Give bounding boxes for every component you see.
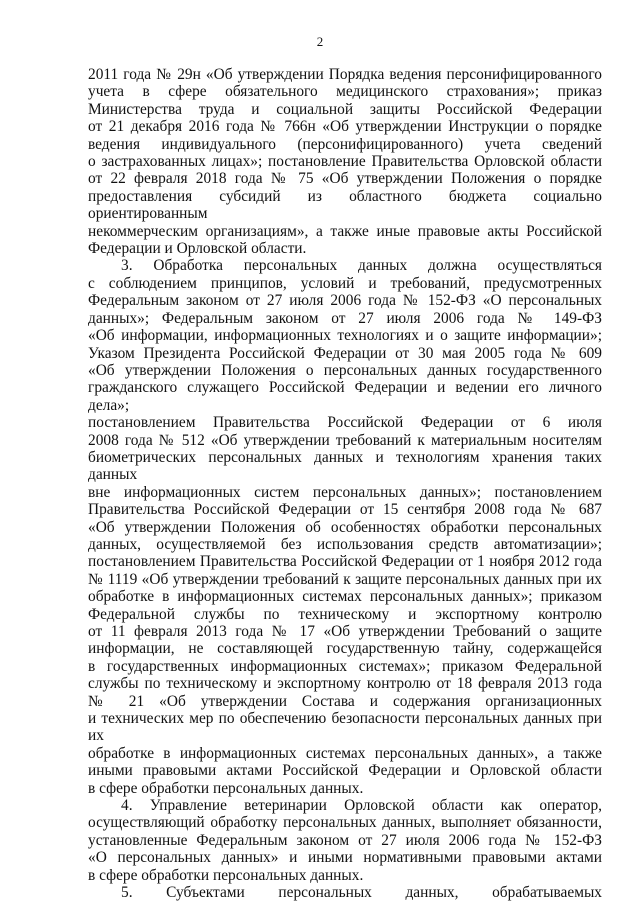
text-line: от 22 февраля 2018 года № 75 «Об утверждении Положения о порядке [88, 170, 602, 188]
text-line: постановлением Правительства Российской Федерации от 6 июля [88, 414, 602, 432]
text-line: с соблюдением принципов, условий и требований, предусмотренных [88, 274, 602, 292]
text-line: «Об информации, информационных технологиях и о защите информации»; [88, 327, 602, 345]
text-line: Указом Президента Российской Федерации от 30 мая 2005 года № 609 [88, 344, 602, 362]
text-line: и технических мер по обеспечению безопасности персональных данных при их [88, 710, 602, 745]
text-line: обработке в информационных системах персональных данных», а также [88, 744, 602, 762]
text-line: некоммерческим организациям», а также иные правовые акты Российской [88, 222, 602, 240]
text-line: Федерации и Орловской области. [88, 240, 307, 258]
text-line: Министерства труда и социальной защиты Российской Федерации [88, 100, 602, 118]
paragraph-start-line: 5. Субъектами персональных данных, обрабатываемых [121, 884, 602, 902]
text-line: иными правовыми актами Российской Федерации и Орловской области [88, 762, 602, 780]
text-line: от 21 декабря 2016 года № 766н «Об утверждении Инструкции о порядке [88, 118, 602, 136]
text-line: в сфере обработки персональных данных. [88, 866, 364, 884]
text-line: учета в сфере обязательного медицинского страхования»; приказ [88, 83, 602, 101]
text-line: Федеральным законом от 27 июля 2006 года № 152-ФЗ «О персональных [88, 292, 602, 310]
text-line: «О персональных данных» и иными нормативными правовыми актами [88, 849, 602, 867]
text-line: биометрических персональных данных и технологиям хранения таких данных [88, 448, 602, 484]
document-body [88, 66, 602, 902]
text-line: 2011 года № 29н «Об утверждении Порядка ведения персонифицированного [88, 66, 602, 83]
text-line: осуществляющий обработку персональных данных, выполняет обязанности, [88, 814, 602, 832]
paragraph-start-line: 3. Обработка персональных данных должна осуществляться [121, 257, 602, 275]
text-line: от 11 февраля 2013 года № 17 «Об утверждении Требований о защите [88, 623, 602, 640]
text-line: Федеральной службы по техническому и экспортному контролю [88, 605, 602, 623]
text-line: службы по техническому и экспортному контролю от 18 февраля 2013 года [88, 675, 602, 693]
text-line: гражданского служащего Российской Федерации и ведении его личного дела»; [88, 379, 602, 414]
text-line: установленные Федеральным законом от 27 июля 2006 года № 152-ФЗ [88, 831, 602, 849]
page-number: 2 [316, 34, 324, 49]
paragraph-start-line: 4. Управление ветеринарии Орловской области как оператор, [121, 797, 602, 815]
text-line: № 21 «Об утверждении Состава и содержания организационных [88, 692, 602, 710]
text-line: предоставления субсидий из областного бюджета социально ориентированным [88, 187, 602, 223]
text-line: 2008 года № 512 «Об утверждении требований к материальным носителям [88, 431, 602, 449]
text-line: № 1119 «Об утверждении требований к защите персональных данных при их [88, 570, 602, 588]
text-line: информации, не составляющей государственную тайну, содержащейся [88, 640, 602, 658]
text-line: в сфере обработки персональных данных. [88, 779, 364, 797]
text-line: «Об утверждении Положения об особенностях обработки персональных [88, 518, 602, 536]
text-line: в государственных информационных системах»; приказом Федеральной [88, 657, 602, 675]
text-line: «Об утверждении Положения о персональных данных государственного [88, 361, 602, 379]
text-line: данных»; Федеральным законом от 27 июля 2006 года № 149-ФЗ [88, 309, 602, 327]
text-line: обработке в информационных системах персональных данных»; приказом [88, 588, 602, 606]
text-line: о застрахованных лицах»; постановление Правительства Орловской области [88, 153, 602, 171]
text-line: данных, осуществляемой без использования средств автоматизации»; [88, 535, 602, 553]
text-line: Правительства Российской Федерации от 15 сентября 2008 года № 687 [88, 501, 602, 519]
text-line: вне информационных систем персональных данных»; постановлением [88, 483, 602, 501]
text-line: постановлением Правительства Российской Федерации от 1 ноября 2012 года [88, 553, 602, 571]
text-line: ведения индивидуального (персонифицированного) учета сведений [88, 135, 602, 153]
